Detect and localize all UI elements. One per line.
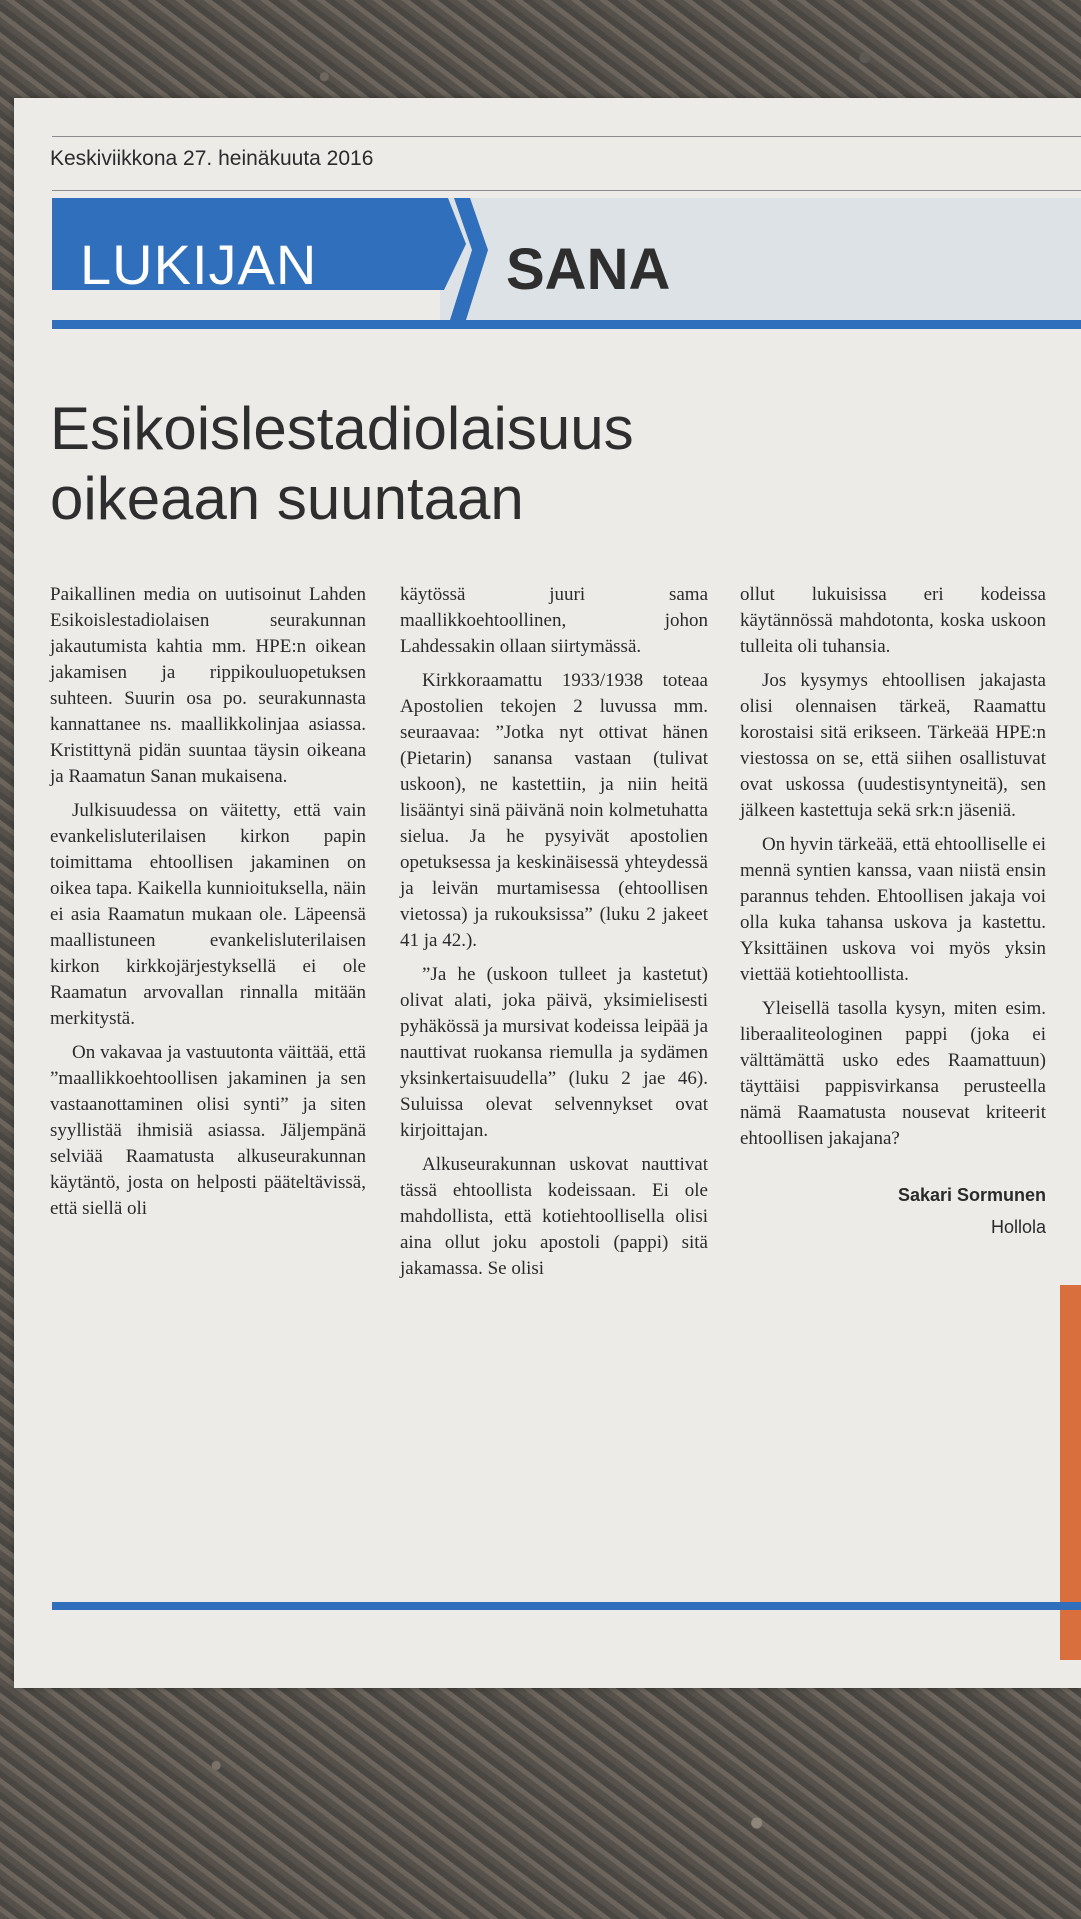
article-headline: Esikoislestadiolaisuus oikeaan suuntaan — [50, 395, 634, 532]
paragraph: On hyvin tärkeää, että ehtoolliselle ei mennä syntien kanssa, vaan niistä ensin parannus tehden. Ehtoollisen jakaja voi olla kuka tahansa uskova ja kastettu. Yksittäinen uskova voi myös yksin viettää kotiehtoollista. — [740, 834, 1046, 985]
author-place: Hollola — [990, 1217, 1046, 1237]
section-label-sana: SANA — [506, 237, 671, 302]
chevron-icon — [426, 198, 496, 320]
dateline-rule — [52, 190, 1081, 191]
paragraph: On vakavaa ja vastuutonta väittää, että ”maallikkoehtoollisen jakaminen ja sen vastaanottaminen olisi synti” ja siten syyllistää ihmisiä asiassa. Jäljempänä selviää Raamatusta alkuseurakunnan käytäntö, josta on helposti pääteltävissä, että siellä oli — [50, 1042, 366, 1219]
author-signature — [740, 1182, 1046, 1240]
section-label-lukijan: LUKIJAN — [80, 233, 318, 296]
paragraph: Yleisellä tasolla kysyn, miten esim. liberaaliteologinen pappi (joka ei välttämättä usko edes Raamattuun) täyttäisi pappisvirkansa perusteella nämä Raamatusta nousevat kriteerit ehtoollisen jakajana? — [740, 998, 1046, 1149]
author-name: Sakari Sormunen — [897, 1185, 1046, 1205]
paragraph: Kirkkoraamattu 1933/1938 toteaa Apostolien tekojen 2 luvussa mm. seuraavaa: ”Jotka nyt ottivat hänen (Pietarin) sanansa vastaan (tulivat uskoon), ne kastettiin, ja niin heitä lisääntyi sinä päivänä noin kolmetuhatta sielua. Ja he pysyivät apostolien opetuksessa ja keskinäisessä yhteydessä ja leivän murtamisessa (ehtoollisen vietossa) ja rukouksissa” (luku 2 jakeet 41 ja 42.). — [400, 670, 708, 951]
paragraph: ollut lukuisissa eri kodeissa käytännössä mahdotonta, koska uskoon tulleita oli tuhansia. — [740, 584, 1046, 657]
article-column-3 — [740, 582, 1046, 1240]
paragraph: Julkisuudessa on väitetty, että vain evankelisluterilaisen kirkon papin toimittama ehtoollisen jakaminen on oikea tapa. Kaikella kunnioituksella, näin ei asia Raamatun mukaan ole. Läpeensä maallistuneen evankelisluterilaisen kirkon kirkkojärjestyksellä ei ole Raamatun arvovallan rinnalla mitään merkitystä. — [50, 800, 366, 1029]
bottom-rule — [52, 1602, 1081, 1610]
top-rule — [52, 136, 1081, 137]
paragraph: ”Ja he (uskoon tulleet ja kastetut) olivat alati, joka päivä, yksimielisesti pyhäkössä ja mursivat kodeissa leipää ja nauttivat ruokansa riemulla ja sydämen yksinkertaisuudella” (luku 2 jae 46). Suluissa olevat selvennykset ovat kirjoittajan. — [400, 964, 708, 1141]
dateline: Keskiviikkona 27. heinäkuuta 2016 — [50, 147, 374, 170]
paragraph: käytössä juuri sama maallikkoehtoollinen, johon Lahdessakin ollaan siirtymässä. — [400, 584, 708, 657]
section-banner-line — [52, 320, 1081, 329]
article-column-1 — [50, 582, 366, 1230]
paragraph: Paikallinen media on uutisoinut Lahden Esikoislestadiolaisen seurakunnan jakautumista kahtia mm. HPE:n oikean jakamisen ja rippikouluopetuksen suhteen. Suurin osa po. seurakunnasta kannattanee ns. maallikkolinjaa asiassa. Kristittynä pidän suuntaa täysin oikeana ja Raamatun Sanan mukaisena. — [50, 584, 366, 787]
paragraph: Alkuseurakunnan uskovat nauttivat tässä ehtoollista kodeissaan. Ei ole mahdollista, että kotiehtoollisella olisi aina ollut joku apostoli (pappi) sitä jakamassa. Se olisi — [400, 1154, 708, 1279]
article-column-2 — [400, 582, 708, 1290]
paragraph: Jos kysymys ehtoollisen jakajasta olisi olennaisen tärkeä, Raamattu korostaisi sitä erikseen. Tärkeää HPE:n viestossa on se, että siihen osallistuvat ovat uskossa (uudestisyntyneitä), sen jälkeen kastettuja sekä srk:n jäseniä. — [740, 670, 1046, 821]
